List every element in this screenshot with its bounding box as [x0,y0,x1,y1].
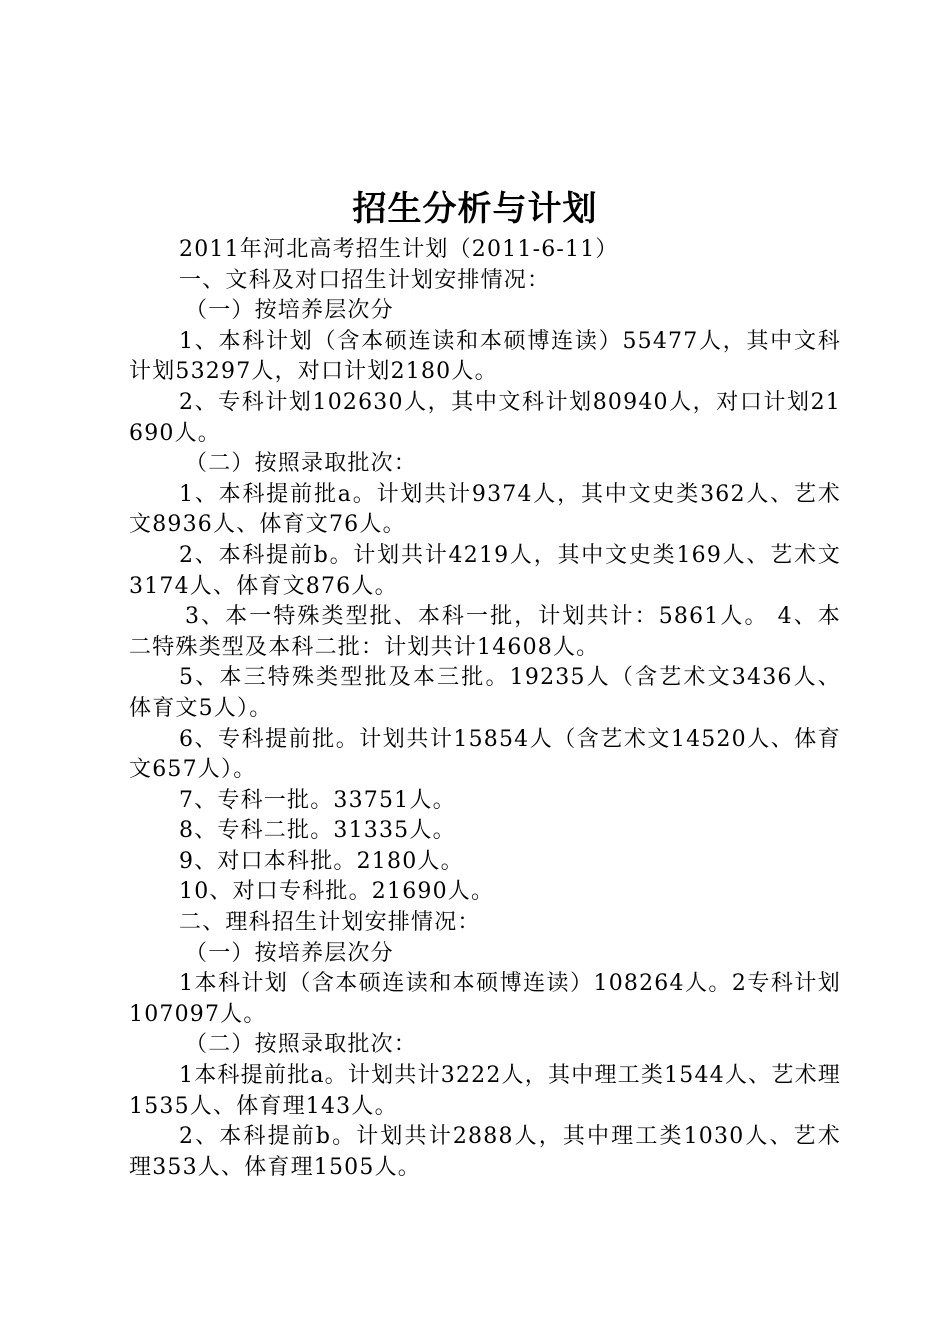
document-title: 招生分析与计划 [352,189,598,229]
paragraph-plan-heading: 2011年河北高考招生计划（2011-6-11） [179,237,619,262]
paragraph-subsection-by-batch: （二）按照录取批次： [185,451,418,477]
paragraph-science-batch-2: 2、本科提前b。计划共计2888人，其中理工类1030人、艺术理353人、体育理1505人。 [129,1124,841,1180]
paragraph-subsection-by-batch-science: （二）按照录取批次： [185,1032,418,1058]
paragraph-section-science: 二、理科招生计划安排情况： [179,910,481,936]
paragraph-section-liberal-arts: 一、文科及对口招生计划安排情况： [179,267,551,293]
paragraph-batch-9: 9、对口本科批。2180人。 [179,848,464,874]
paragraph-batch-7: 7、专科一批。33751人。 [179,787,456,813]
paragraph-batch-3-4: 3、本一特殊类型批、本科一批，计划共计：5861人。 4、本二特殊类型及本科二批：计划共计14608人。 [129,604,841,660]
paragraph-undergrad-plan: 1、本科计划（含本硕连读和本硕博连读）55477人，其中文科计划53297人，对口计划2180人。 [129,328,841,385]
paragraph-batch-8: 8、专科二批。31335人。 [179,818,456,844]
paragraph-science-plans: 1本科计划（含本硕连读和本硕博连读）108264人。2专科计划107097人。 [129,971,841,1027]
paragraph-batch-1: 1、本科提前批a。计划共计9374人，其中文史类362人、艺术文8936人、体育文76人。 [129,481,841,538]
document-body [129,235,841,1183]
paragraph-science-batch-1: 1本科提前批a。计划共计3222人，其中理工类1544人、艺术理1535人、体育理143人。 [129,1063,841,1119]
paragraph-batch-5: 5、本三特殊类型批及本三批。19235人（含艺术文3436人、体育文5人）。 [129,665,841,721]
paragraph-subsection-by-level: （一）按培养层次分 [185,298,394,324]
paragraph-batch-10: 10、对口专科批。21690人。 [179,879,495,905]
paragraph-subsection-by-level-science: （一）按培养层次分 [185,940,394,966]
paragraph-batch-6: 6、专科提前批。计划共计15854人（含艺术文14520人、体育文657人）。 [129,726,841,783]
paragraph-junior-college-plan: 2、专科计划102630人，其中文科计划80940人，对口计划21690人。 [129,389,841,446]
paragraph-batch-2: 2、本科提前b。计划共计4219人，其中文史类169人、艺术文3174人、体育文876人。 [129,542,841,599]
